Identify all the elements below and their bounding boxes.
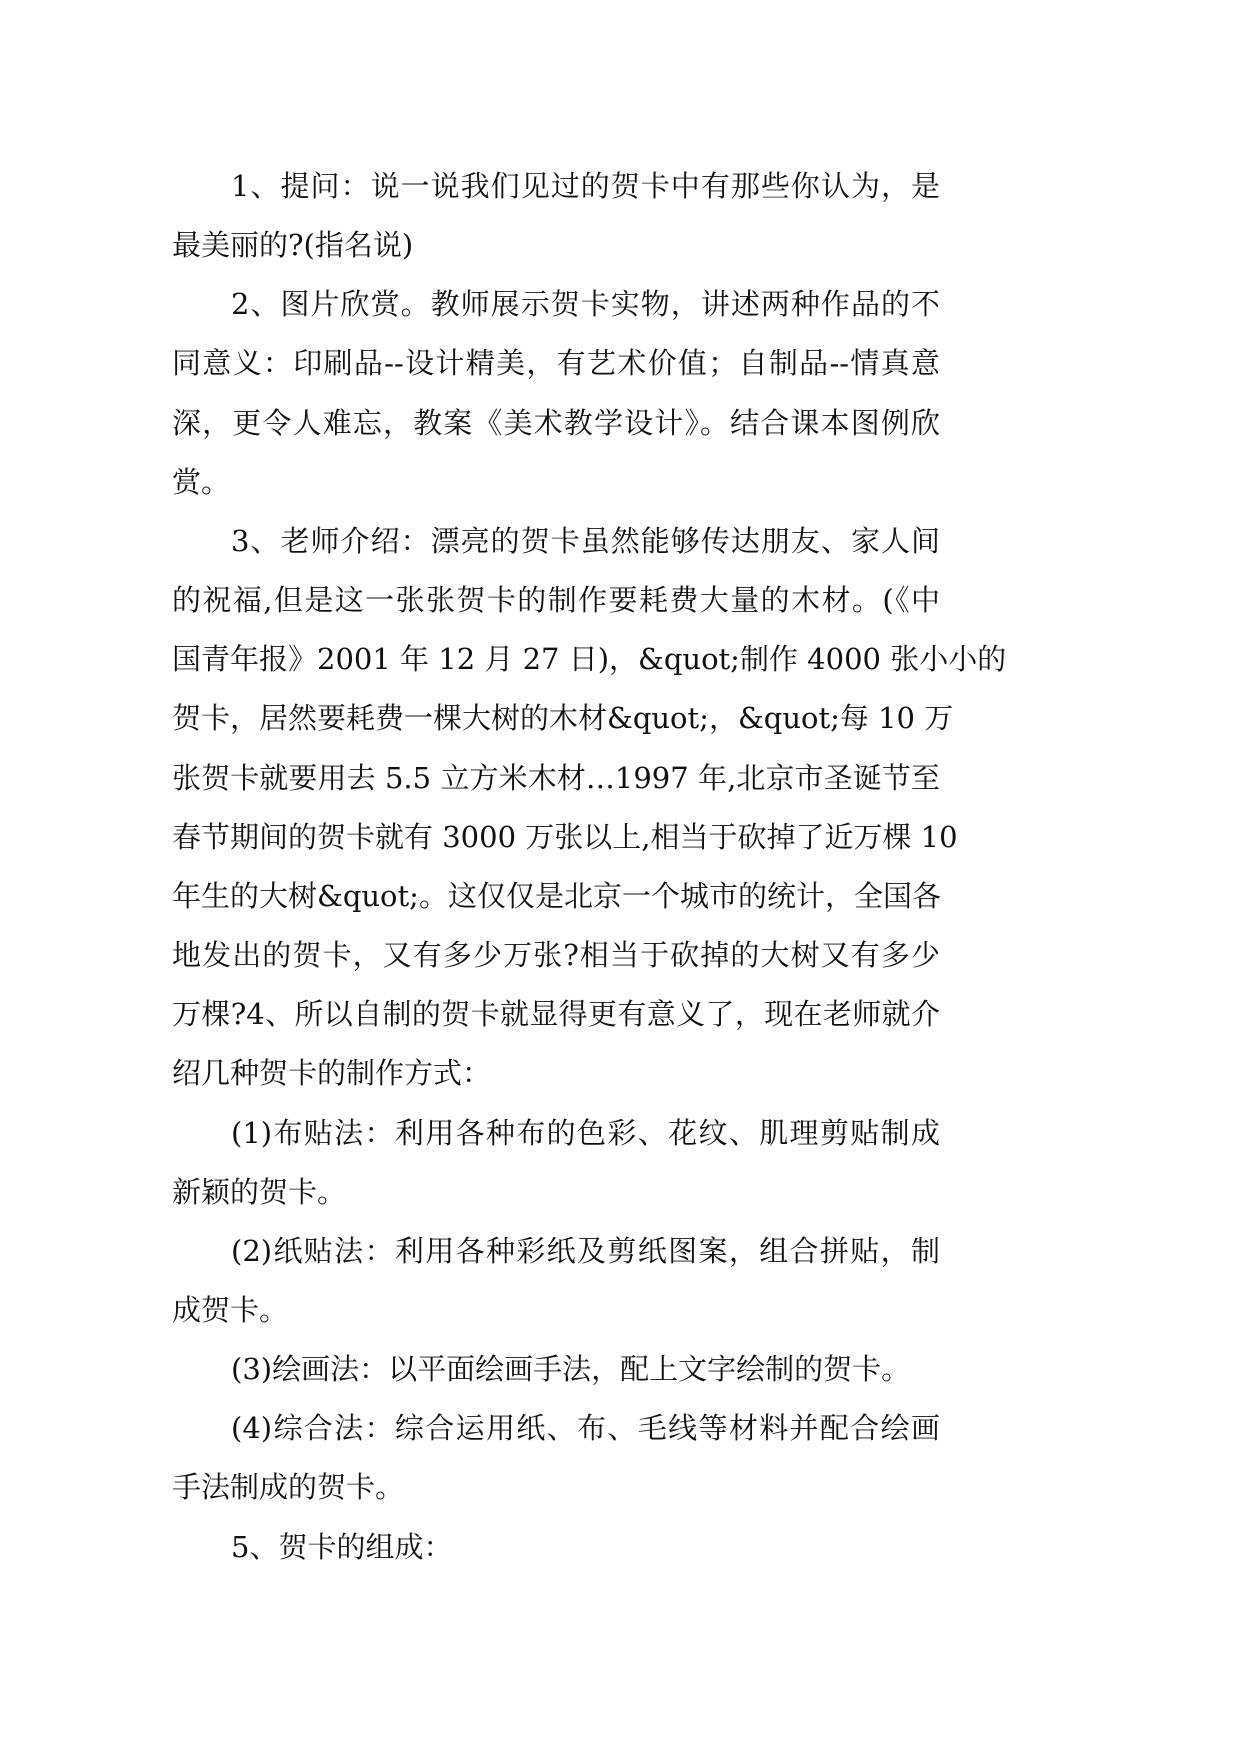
text-line: 同意义：印刷品--设计精美，有艺术价值；自制品--情真意 (172, 346, 940, 381)
text-line: 深，更令人难忘，教案《美术教学设计》。结合课本图例欣 (172, 405, 940, 440)
text-line: 地发出的贺卡，又有多少万张?相当于砍掉的大树又有多少 (172, 938, 940, 973)
paragraph-method-drawing (172, 1340, 940, 1399)
paragraph-5-card-composition (172, 1518, 940, 1577)
paragraph-1-question (172, 157, 940, 275)
text-line: 国青年报》2001 年 12 月 27 日)，&quot;制作 4000 张小小的 (172, 642, 1007, 677)
text-line: 绍几种贺卡的制作方式： (172, 1056, 492, 1091)
text-line: (1)布贴法：利用各种布的色彩、花纹、肌理剪贴制成 (231, 1115, 940, 1150)
text-line: 春节期间的贺卡就有 3000 万张以上,相当于砍掉了近万棵 10 (172, 819, 958, 854)
text-line: (2)纸贴法：利用各种彩纸及剪纸图案，组合拼贴，制 (231, 1233, 940, 1268)
text-line: 成贺卡。 (172, 1292, 289, 1327)
text-line: 贺卡，居然要耗费一棵大树的木材&quot;，&quot;每 10 万 (172, 701, 954, 736)
text-line: 赏。 (172, 464, 231, 499)
text-line: (3)绘画法：以平面绘画手法，配上文字绘制的贺卡。 (231, 1352, 911, 1387)
paragraph-method-paper (172, 1222, 940, 1340)
text-line: 5、贺卡的组成： (231, 1529, 453, 1564)
text-line: 最美丽的?(指名说) (172, 228, 414, 263)
paragraph-method-cloth (172, 1104, 940, 1222)
text-line: (4)综合法：综合运用纸、布、毛线等材料并配合绘画 (231, 1411, 940, 1446)
text-line: 的祝福,但是这一张张贺卡的制作要耗费大量的木材。(《中 (172, 583, 940, 618)
text-line: 手法制成的贺卡。 (172, 1470, 405, 1505)
paragraph-method-mixed (172, 1399, 940, 1517)
text-line: 新颖的贺卡。 (172, 1174, 347, 1209)
text-line: 张贺卡就要用去 5.5 立方米木材…1997 年,北京市圣诞节至 (172, 760, 940, 795)
document-body (172, 157, 1007, 1577)
text-line: 年生的大树&quot;。这仅仅是北京一个城市的统计，全国各 (172, 878, 941, 913)
text-line: 2、图片欣赏。教师展示贺卡实物，讲述两种作品的不 (231, 287, 940, 322)
text-line: 3、老师介绍：漂亮的贺卡虽然能够传达朋友、家人间 (231, 523, 940, 558)
text-line: 1、提问：说一说我们见过的贺卡中有那些你认为，是 (231, 169, 940, 203)
text-line: 万棵?4、所以自制的贺卡就显得更有意义了，现在老师就介 (172, 997, 940, 1032)
paragraph-3-teacher-intro (172, 512, 1007, 1104)
paragraph-2-picture-appreciation (172, 275, 940, 512)
